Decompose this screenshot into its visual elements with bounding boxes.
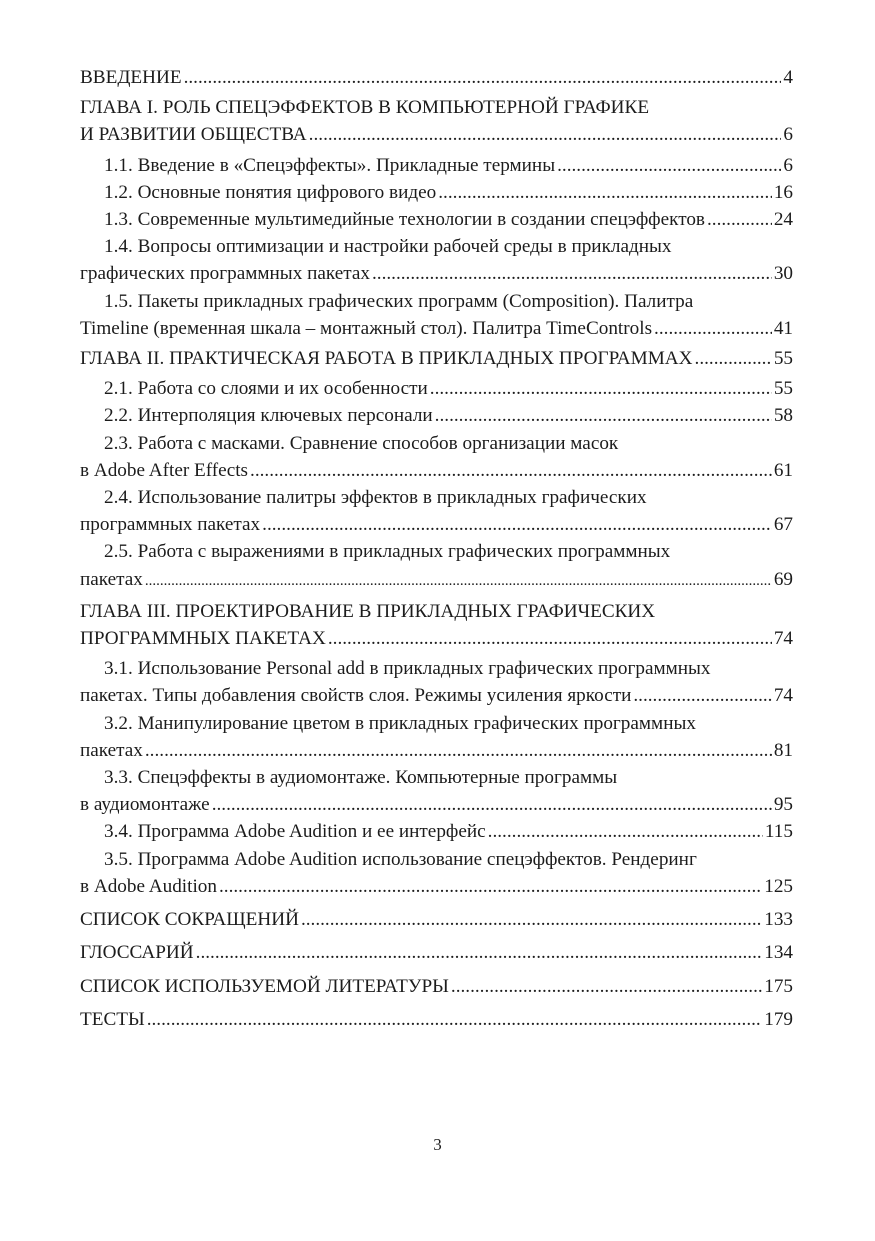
toc-entry-introduction[interactable] — [80, 64, 793, 91]
dot-leader — [309, 121, 782, 148]
dot-leader — [184, 64, 782, 91]
dot-leader — [438, 179, 772, 206]
toc-entry-title-cont: пакетах. Типы добавления свойств слоя. Режимы усиления яркости — [80, 685, 632, 707]
toc-page-number: 175 — [764, 975, 793, 997]
toc-page-number: 16 — [773, 181, 793, 203]
toc-entry-title: 1.1. Введение в «Спецэффекты». Прикладные термины — [104, 154, 556, 176]
toc-entry-title-cont: в Adobe Audition — [80, 875, 217, 897]
dot-leader — [301, 906, 762, 933]
toc-entry-title-cont: пакетах — [80, 568, 143, 590]
toc-entry-2-4[interactable] — [80, 484, 793, 538]
toc-entry-chapter-2[interactable] — [80, 345, 793, 372]
dot-leader — [145, 568, 772, 595]
toc-entry-3-4[interactable] — [80, 818, 793, 845]
toc-entry-3-3[interactable] — [80, 764, 793, 818]
dot-leader — [451, 973, 762, 1000]
toc-entry-title: ГЛАВА II. ПРАКТИЧЕСКАЯ РАБОТА В ПРИКЛАДНЫХ ПРОГРАММАХ — [80, 348, 693, 370]
dot-leader — [250, 457, 772, 484]
toc-entry-title-cont: программных пакетах — [80, 514, 261, 536]
toc-page-number: 61 — [773, 459, 793, 481]
dot-leader — [372, 260, 772, 287]
dot-leader — [262, 511, 772, 538]
toc-page-number: 81 — [773, 739, 793, 761]
toc-entry-1-3[interactable] — [80, 206, 793, 233]
dot-leader — [557, 152, 781, 179]
toc-page-number: 4 — [783, 67, 793, 88]
toc-entry-title: 2.3. Работа с масками. Сравнение способов организации масок — [104, 432, 619, 454]
toc-entry-title: 2.4. Использование палитры эффектов в прикладных графических — [104, 487, 647, 509]
toc-entry-title: ГЛАВА III. ПРОЕКТИРОВАНИЕ В ПРИКЛАДНЫХ ГРАФИЧЕСКИХ — [80, 600, 656, 622]
toc-entry-title: СПИСОК СОКРАЩЕНИЙ — [80, 909, 299, 931]
table-of-contents — [80, 64, 793, 1039]
toc-page-number: 133 — [764, 909, 793, 931]
toc-entry-title: СПИСОК ИСПОЛЬЗУЕМОЙ ЛИТЕРАТУРЫ — [80, 975, 449, 997]
toc-entry-title-cont: Timeline (временная шкала – монтажный стол). Палитра TimeControls — [80, 317, 653, 339]
toc-entry-3-1[interactable] — [80, 655, 793, 709]
toc-entry-title: 2.5. Работа с выражениями в прикладных графических программных — [104, 541, 671, 563]
dot-leader — [430, 375, 772, 402]
toc-page-number: 115 — [764, 821, 793, 843]
toc-page-number: 6 — [783, 124, 793, 146]
toc-page-number: 58 — [773, 405, 793, 427]
toc-page-number: 134 — [764, 942, 793, 964]
toc-entry-2-1[interactable] — [80, 375, 793, 402]
toc-page-number: 6 — [783, 154, 793, 176]
toc-entry-title-cont: И РАЗВИТИИ ОБЩЕСТВА — [80, 124, 307, 146]
toc-entry-3-2[interactable] — [80, 710, 793, 764]
toc-entry-title: ГЛАВА I. РОЛЬ СПЕЦЭФФЕКТОВ В КОМПЬЮТЕРНОЙ ГРАФИКЕ — [80, 97, 650, 119]
page-number: 3 — [433, 1135, 442, 1154]
dot-leader — [219, 873, 762, 900]
toc-entry-chapter-1[interactable] — [80, 94, 793, 148]
toc-entry-title: 2.2. Интерполяция ключевых персонали — [104, 405, 433, 427]
toc-entry-title: 3.5. Программа Adobe Audition использование спецэффектов. Рендеринг — [104, 848, 697, 870]
dot-leader — [328, 625, 772, 652]
toc-page-number: 95 — [773, 794, 793, 816]
toc-entry-2-2[interactable] — [80, 402, 793, 429]
toc-entry-title: ТЕСТЫ — [80, 1008, 145, 1030]
toc-entry-tests[interactable] — [80, 1006, 793, 1033]
dot-leader — [147, 1006, 763, 1033]
dot-leader — [488, 818, 763, 845]
toc-entry-title-cont: в Adobe After Effects — [80, 459, 249, 481]
toc-entry-title: ВВЕДЕНИЕ — [80, 67, 182, 88]
toc-page-number: 125 — [764, 875, 793, 897]
toc-entry-title-cont: графических программных пакетах — [80, 263, 370, 285]
toc-entry-title-cont: в аудиомонтаже — [80, 794, 210, 816]
toc-page-number: 55 — [773, 348, 793, 370]
toc-page-number: 41 — [773, 317, 793, 339]
toc-entry-chapter-3[interactable] — [80, 598, 793, 652]
toc-entry-2-3[interactable] — [80, 430, 793, 484]
toc-page-number: 74 — [773, 685, 793, 707]
toc-entry-abbreviations[interactable] — [80, 906, 793, 933]
dot-leader — [196, 939, 763, 966]
toc-page-number: 179 — [764, 1008, 793, 1030]
toc-entry-title: 1.5. Пакеты прикладных графических программ (Composition). Палитра — [104, 290, 694, 312]
toc-page-number: 74 — [773, 628, 793, 650]
toc-entry-title: ГЛОССАРИЙ — [80, 942, 194, 964]
dot-leader — [707, 206, 772, 233]
toc-page-number: 67 — [773, 514, 793, 536]
toc-page-number: 55 — [773, 378, 793, 400]
toc-entry-title: 3.1. Использование Personal add в прикладных графических программных — [104, 658, 711, 680]
toc-entry-references[interactable] — [80, 973, 793, 1000]
toc-entry-title-cont: ПРОГРАММНЫХ ПАКЕТАХ — [80, 628, 326, 650]
toc-entry-3-5[interactable] — [80, 846, 793, 900]
toc-entry-1-2[interactable] — [80, 179, 793, 206]
toc-entry-title: 2.1. Работа со слоями и их особенности — [104, 378, 428, 400]
toc-entry-title: 3.4. Программа Adobe Audition и ее интерфейс — [104, 821, 486, 843]
toc-entry-1-1[interactable] — [80, 152, 793, 179]
dot-leader — [435, 402, 772, 429]
dot-leader — [145, 737, 772, 764]
toc-entry-glossary[interactable] — [80, 939, 793, 966]
toc-entry-title: 1.3. Современные мультимедийные технологии в создании спецэффектов — [104, 209, 705, 231]
dot-leader — [695, 345, 772, 372]
toc-page-number: 30 — [773, 263, 793, 285]
toc-page-number: 24 — [773, 209, 793, 231]
toc-entry-title: 1.4. Вопросы оптимизации и настройки рабочей среды в прикладных — [104, 236, 672, 258]
dot-leader — [212, 791, 772, 818]
toc-entry-title-cont: пакетах — [80, 739, 143, 761]
toc-entry-title: 3.3. Спецэффекты в аудиомонтаже. Компьютерные программы — [104, 767, 618, 789]
dot-leader — [654, 315, 772, 342]
toc-page-number: 69 — [773, 568, 793, 590]
toc-entry-1-4[interactable] — [80, 233, 793, 287]
toc-entry-title: 3.2. Манипулирование цветом в прикладных графических программных — [104, 712, 696, 734]
toc-entry-title: 1.2. Основные понятия цифрового видео — [104, 181, 437, 203]
dot-leader — [633, 682, 771, 709]
toc-entry-2-5[interactable] — [80, 538, 793, 594]
toc-entry-1-5[interactable] — [80, 288, 793, 342]
